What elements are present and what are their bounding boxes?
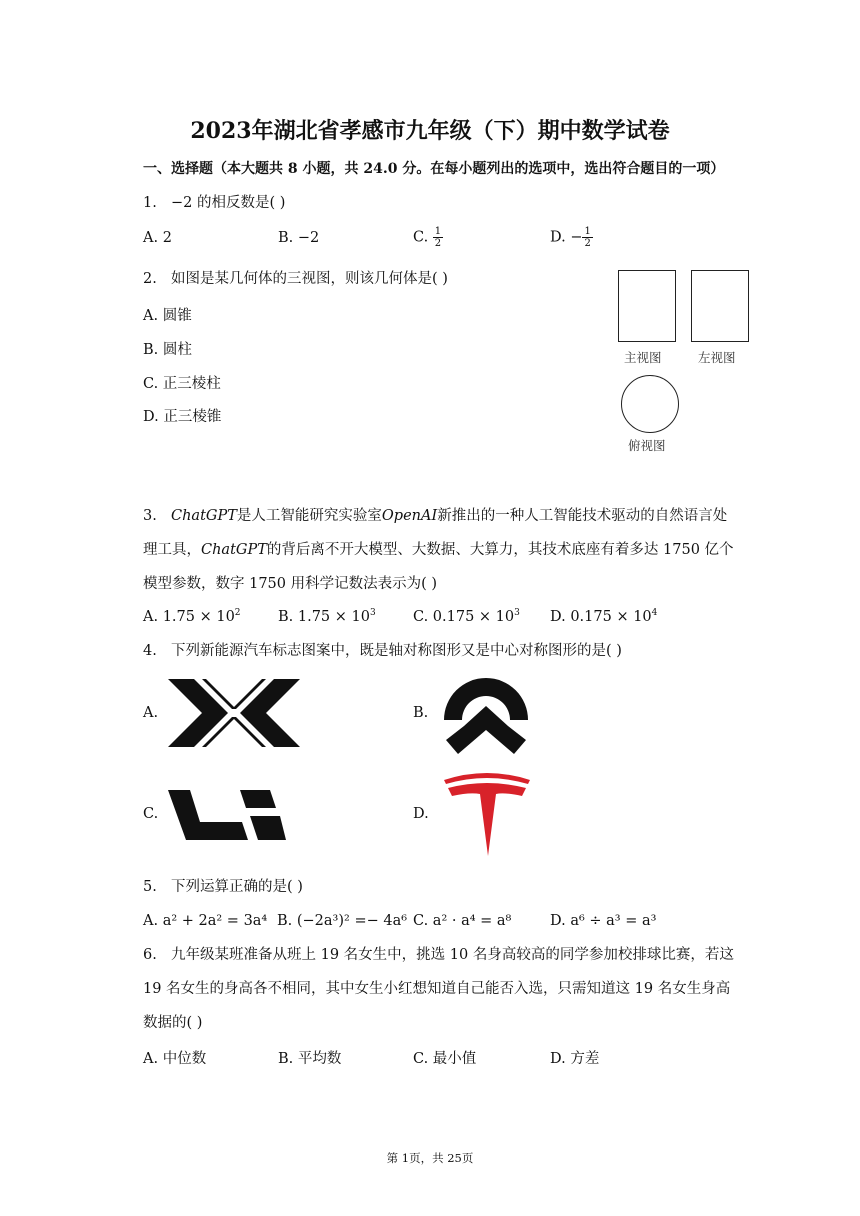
- logo-arch-icon: [440, 668, 532, 756]
- option-d-label: D.: [413, 806, 429, 822]
- question-number: 1.: [143, 195, 157, 211]
- option-c: C. $0.175 \times 10^3$: [413, 608, 520, 625]
- option-b-label: B.: [413, 705, 429, 721]
- side-view-rectangle: [691, 270, 749, 342]
- question-text: 如图是某几何体的三视图，则该几何体是( ): [171, 271, 448, 287]
- question-text: 下列运算正确的是( ): [171, 879, 303, 895]
- option-c-label: C.: [143, 806, 159, 822]
- question-number: 2.: [143, 271, 157, 287]
- question-1: [143, 186, 285, 220]
- side-view-label: 左视图: [698, 350, 736, 365]
- question-2: [143, 262, 448, 296]
- option-b: B. (−2a³)² =− 4a⁶: [277, 913, 408, 929]
- top-view-label: 俯视图: [628, 438, 666, 453]
- option-b: B. $1.75 \times 10^3$: [278, 608, 376, 625]
- page-title: 2023年湖北省孝感市九年级（下）期中数学试卷: [190, 118, 670, 144]
- question-number: 5.: [143, 879, 157, 895]
- option-c: C. a² · a⁴ = a⁸: [413, 913, 512, 929]
- option-c: C. $\frac{1}{2}$: [413, 226, 442, 249]
- section-heading: 一、选择题（本大题共 8 小题，共 24.0 分。在每小题列出的选项中，选出符合题目的一项）: [143, 161, 725, 177]
- option-d: D. − $\frac{1}{2}$: [550, 226, 591, 249]
- option-d: D. 正三棱锥: [143, 409, 222, 425]
- option-c: C. 最小值: [413, 1051, 477, 1067]
- option-a-label: A.: [143, 705, 159, 721]
- front-view-rectangle: [618, 270, 676, 342]
- page-footer: 第 1页，共 25页: [386, 1151, 474, 1165]
- question-4: [143, 634, 622, 668]
- front-view-label: 主视图: [624, 350, 662, 365]
- option-a: A. 圆锥: [143, 308, 192, 324]
- question-6: 6. 九年级某班准备从班上 19 名女生中，挑选 10 名身高较高的同学参加校排球比赛，若这 19 名女生的身高各不相同，其中女生小红想知道自己能否入选，只需知道这 19 名女生身高 数据的( ): [143, 938, 753, 1040]
- option-d: D. 方差: [550, 1051, 600, 1067]
- option-a: A. a² + 2a² = 3a⁴: [143, 913, 268, 929]
- option-a: A. 中位数: [143, 1051, 207, 1067]
- logo-li-icon: [166, 788, 286, 842]
- logo-x-icon: [166, 677, 302, 749]
- option-a: A. $1.75 \times 10^2$: [143, 608, 241, 625]
- option-d: D. a⁶ ÷ a³ = a³: [550, 913, 657, 929]
- question-number: 6.: [143, 947, 157, 963]
- question-number: 3.: [143, 508, 157, 524]
- logo-tesla-icon: [442, 770, 532, 858]
- question-text: 下列新能源汽车标志图案中，既是轴对称图形又是中心对称图形的是( ): [171, 643, 622, 659]
- question-3: 3. ChatGPT是人工智能研究实验室OpenAI新推出的一种人工智能技术驱动的自然语言处 理工具，ChatGPT的背后离不开大模型、大数据、大算力，其技术底座有着多达 1750 亿个 模型参数，数字 1750 用科学记数法表示为( ): [143, 499, 753, 601]
- option-c: C. 正三棱柱: [143, 376, 221, 392]
- option-a: A. 2: [143, 230, 172, 246]
- question-5: [143, 870, 303, 904]
- option-b: B. 圆柱: [143, 342, 192, 358]
- question-text: −2 的相反数是( ): [171, 195, 286, 211]
- option-b: B. −2: [278, 230, 320, 246]
- top-view-circle: [621, 375, 679, 433]
- question-number: 4.: [143, 643, 157, 659]
- option-b: B. 平均数: [278, 1051, 342, 1067]
- option-d: D. $0.175 \times 10^4$: [550, 608, 658, 625]
